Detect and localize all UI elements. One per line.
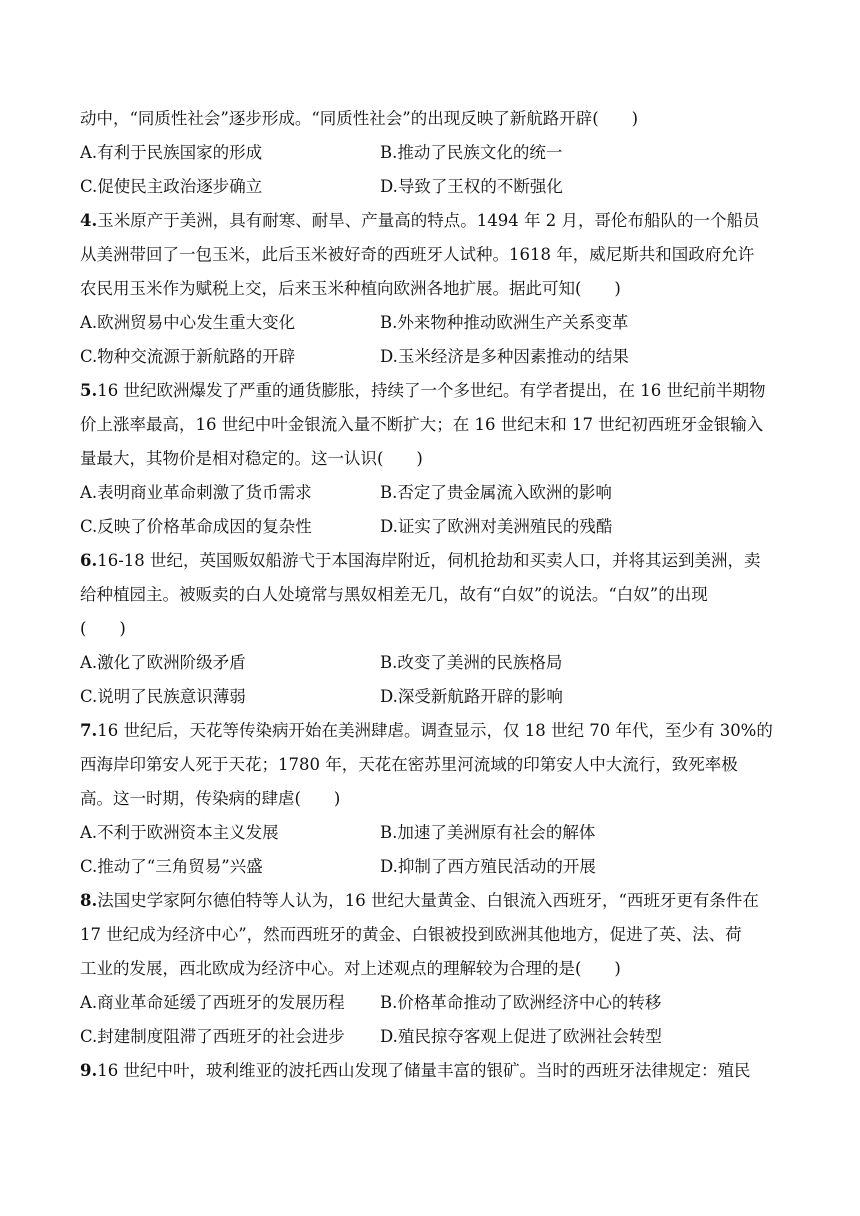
option-c: C.物种交流源于新航路的开辟 xyxy=(80,347,296,366)
option-a: A.商业革命延缓了西班牙的发展历程 xyxy=(80,993,345,1012)
options-row xyxy=(80,136,780,170)
options-row xyxy=(80,510,780,544)
question-number: 4. xyxy=(80,211,98,230)
option-d: D.证实了欧洲对美洲殖民的残酷 xyxy=(380,517,613,536)
option-a: A.激化了欧洲阶级矛盾 xyxy=(80,653,246,672)
options-row xyxy=(80,1020,780,1054)
options-row xyxy=(80,646,780,680)
option-a: A.欧洲贸易中心发生重大变化 xyxy=(80,313,296,332)
question-text-line: 工业的发展，西北欧成为经济中心。对上述观点的理解较为合理的是( ) xyxy=(80,959,621,978)
question-number: 5. xyxy=(80,381,98,400)
question-text-line: 4.玉米原产于美洲，具有耐寒、耐旱、产量高的特点。1494 年 2 月，哥伦布船队的一个船员 xyxy=(80,211,760,230)
question-text-line: 5.16 世纪欧洲爆发了严重的通货膨胀，持续了一个多世纪。有学者提出，在 16 世纪前半期物 xyxy=(80,381,766,400)
option-a: A.不利于欧洲资本主义发展 xyxy=(80,823,279,842)
option-d: D.导致了王权的不断强化 xyxy=(380,177,563,196)
question-4 xyxy=(80,204,780,374)
question-text-line: 农民用玉米作为赋税上交，后来玉米种植向欧洲各地扩展。据此可知( ) xyxy=(80,279,621,298)
question-9 xyxy=(80,1054,780,1088)
question-text-line: 量最大，其物价是相对稳定的。这一认识( ) xyxy=(80,449,423,468)
question-text-line: 9.16 世纪中叶，玻利维亚的波托西山发现了储量丰富的银矿。当时的西班牙法律规定：殖民 xyxy=(80,1061,751,1080)
option-b: B.价格革命推动了欧洲经济中心的转移 xyxy=(380,993,662,1012)
options-row xyxy=(80,476,780,510)
option-d: D.殖民掠夺客观上促进了欧洲社会转型 xyxy=(380,1027,662,1046)
question-3-continuation xyxy=(80,102,780,204)
question-number: 7. xyxy=(80,721,98,740)
options-row xyxy=(80,680,780,714)
options-row xyxy=(80,340,780,374)
options-row xyxy=(80,816,780,850)
option-d: D.深受新航路开辟的影响 xyxy=(380,687,563,706)
question-7 xyxy=(80,714,780,884)
option-c: C.说明了民族意识薄弱 xyxy=(80,687,246,706)
option-c: C.推动了“三角贸易”兴盛 xyxy=(80,857,263,876)
options-row xyxy=(80,986,780,1020)
option-b: B.外来物种推动欧洲生产关系变革 xyxy=(380,313,629,332)
option-b: B.加速了美洲原有社会的解体 xyxy=(380,823,596,842)
option-a: A.表明商业革命刺激了货币需求 xyxy=(80,483,312,502)
question-text-line: 价上涨率最高，16 世纪中叶金银流入量不断扩大；在 16 世纪末和 17 世纪初西班牙金银输入 xyxy=(80,415,764,434)
question-6 xyxy=(80,544,780,714)
question-text-line: 从美洲带回了一包玉米，此后玉米被好奇的西班牙人试种。1618 年，威尼斯共和国政府允许 xyxy=(80,245,755,264)
question-text-line: 8.法国史学家阿尔德伯特等人认为，16 世纪大量黄金、白银流入西班牙，“西班牙更有条件在 xyxy=(80,891,759,910)
question-8 xyxy=(80,884,780,1054)
question-text-line: ( ) xyxy=(80,619,126,638)
question-text-line: 7.16 世纪后，天花等传染病开始在美洲肆虐。调查显示，仅 18 世纪 70 年代，至少有 30%的 xyxy=(80,721,773,740)
option-c: C.封建制度阻滞了西班牙的社会进步 xyxy=(80,1027,345,1046)
question-5 xyxy=(80,374,780,544)
option-c: C.促使民主政治逐步确立 xyxy=(80,177,263,196)
options-row xyxy=(80,306,780,340)
question-number: 8. xyxy=(80,891,98,910)
question-text-line: 高。这一时期，传染病的肆虐( ) xyxy=(80,789,341,808)
question-text-line: 6.16-18 世纪，英国贩奴船游弋于本国海岸附近，伺机抢劫和买卖人口，并将其运到美洲，卖 xyxy=(80,551,761,570)
options-row xyxy=(80,170,780,204)
question-number: 6. xyxy=(80,551,98,570)
options-row xyxy=(80,850,780,884)
question-number: 9. xyxy=(80,1061,98,1080)
question-text-line: 17 世纪成为经济中心”，然而西班牙的黄金、白银被投到欧洲其他地方，促进了英、法、荷 xyxy=(80,925,742,944)
option-a: A.有利于民族国家的形成 xyxy=(80,143,263,162)
question-text-line: 给种植园主。被贩卖的白人处境常与黑奴相差无几，故有“白奴”的说法。“白奴”的出现 xyxy=(80,585,708,604)
question-text-line: 西海岸印第安人死于天花；1780 年，天花在密苏里河流域的印第安人中大流行，致死率极 xyxy=(80,755,738,774)
option-b: B.否定了贵金属流入欧洲的影响 xyxy=(380,483,612,502)
question-text-line: 动中，“同质性社会”逐步形成。“同质性社会”的出现反映了新航路开辟( ) xyxy=(80,109,639,128)
option-c: C.反映了价格革命成因的复杂性 xyxy=(80,517,312,536)
option-b: B.推动了民族文化的统一 xyxy=(380,143,563,162)
option-d: D.玉米经济是多种因素推动的结果 xyxy=(380,347,629,366)
document-page xyxy=(80,102,780,1088)
option-d: D.抑制了西方殖民活动的开展 xyxy=(380,857,596,876)
option-b: B.改变了美洲的民族格局 xyxy=(380,653,563,672)
